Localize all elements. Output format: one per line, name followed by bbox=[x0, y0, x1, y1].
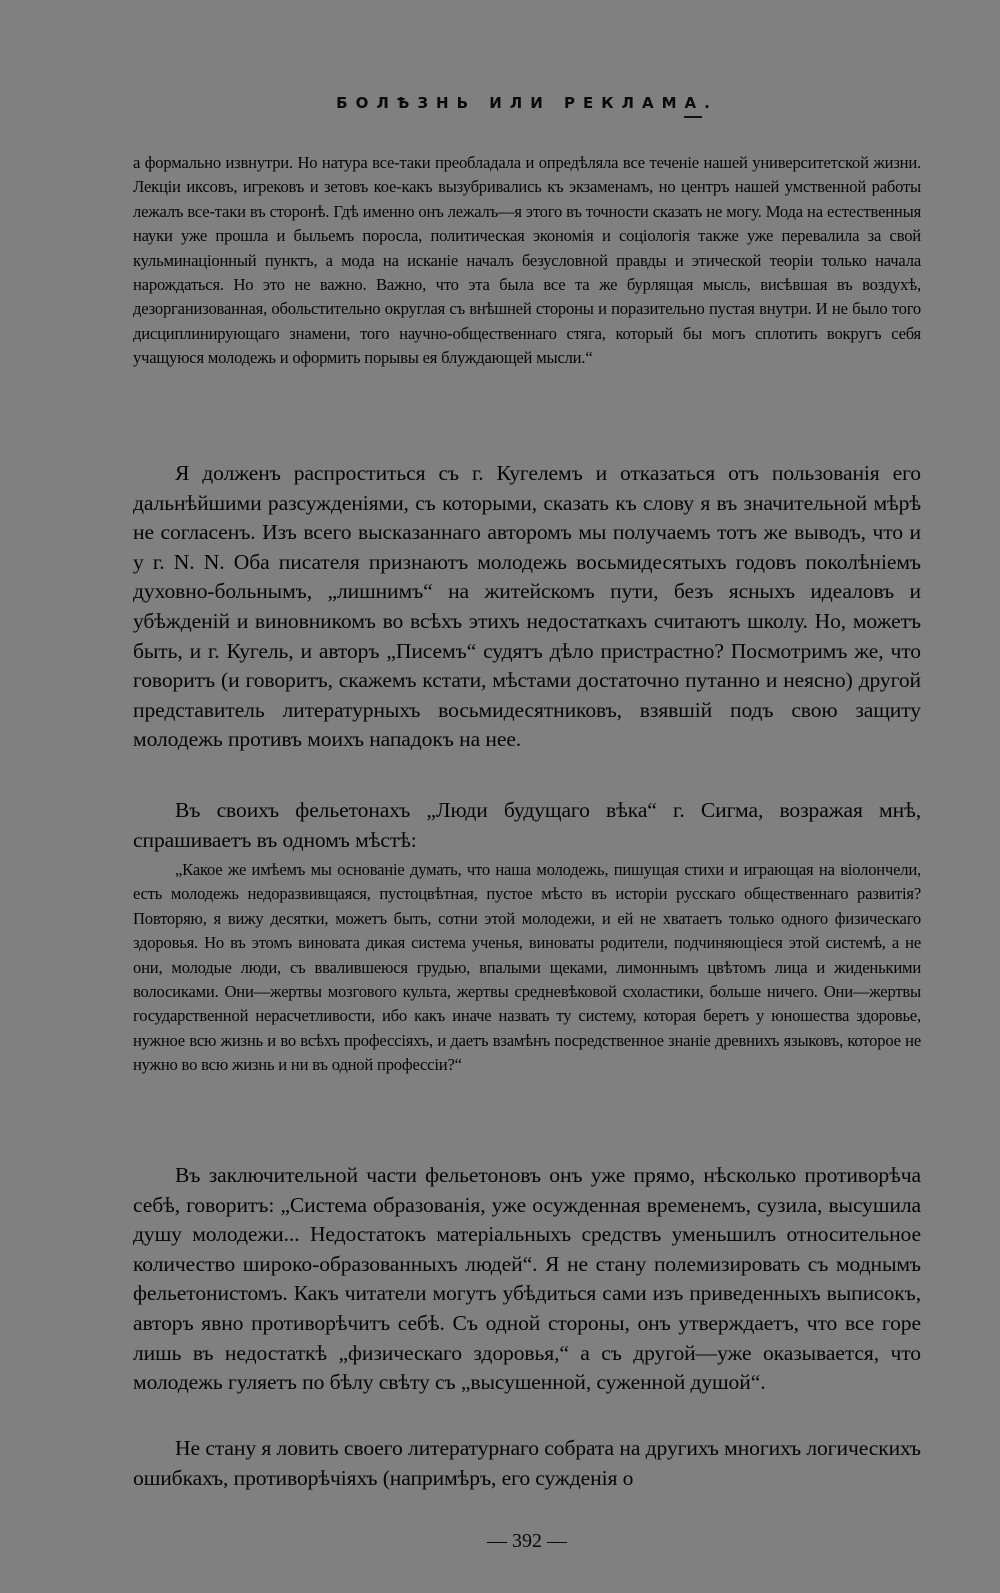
paragraph-main bbox=[133, 459, 921, 794]
paragraph-quote-end bbox=[133, 151, 921, 459]
running-head: БОЛѢЗНЬ ИЛИ РЕКЛАМА. bbox=[336, 94, 718, 112]
paragraph-text: Въ заключительной части фельетоновъ онъ уже прямо, нѣсколько противорѣча себѣ, говоритъ: „Система образованія, уже осужденная временемъ, сузила, высушила душу молодежи... Недостатокъ матеріальныхъ средствъ уменьшилъ относительное количество широко-образованныхъ людей“. Я не стану полемизировать съ моднымъ фельетонистомъ. Какъ читатели могутъ убѣдиться сами изъ приведенныхъ выписокъ, авторъ явно противорѣчитъ себѣ. Съ одной стороны, онъ утверждаетъ, что все горе лишь въ недостаткѣ „физическаго здоровья,“ а съ другой—уже оказывается, что молодежь гуляетъ по бѣлу свѣту съ „высушенной, суженной душой“. bbox=[133, 1163, 921, 1395]
paragraph-text: „Какое же имѣемъ мы основаніе думать, что наша молодежь, пишущая стихи и играющая на віолончели, есть молодежь недоразвивщаяся, пустоцвѣтная, пустое мѣсто въ исторіи русскаго общественнаго развитія? Повторяю, я вижу десятки, можетъ быть, сотни этой молодежи, и ей не хватаетъ только одного физическаго здоровья. Но въ этомъ виновата дикая система ученья, виноваты родители, подчиняющіеся этой системѣ, а не они, молодые люди, съ ввалившеюся грудью, впалыми щеками, лимоннымъ цвѣтомъ лица и жиденькими волосиками. Они—жертвы мозгового культа, жертвы средневѣковой схоластики, больше ничего. Они—жертвы государственной нерасчетливости, ибо какъ иначе назвать ту систему, которая беретъ у юношества здоровье, нужное всю жизнь и во всѣхъ профессіяхъ, и даетъ взамѣнъ посредственное знаніе древнихъ языковъ, которое не нужно во всю жизнь и ни въ одной профессіи?“ bbox=[133, 860, 921, 1075]
paragraph-conclusion bbox=[133, 1161, 921, 1429]
paragraph-block-quote bbox=[133, 858, 921, 1148]
paragraph-text: Я долженъ распроститься съ г. Кугелемъ и отказаться отъ пользованія его дальнѣйшими разсужденіями, съ которыми, сказать къ слову я въ значительной мѣрѣ не согласенъ. Изъ всего высказаннаго авторомъ мы получаемъ тотъ же выводъ, что и у г. N. N. Оба писателя признаютъ молодежь восьмидесятыхъ годовъ поколѣніемъ духовно-больнымъ, „лишнимъ“ на житейскомъ пути, безъ ясныхъ идеаловъ и убѣжденій и виновникомъ во всѣхъ этихъ недостаткахъ считаютъ школу. Но, можетъ быть, и г. Кугель, и авторъ „Писемъ“ судятъ дѣло пристрастно? Посмотримъ же, что говоритъ (и говоритъ, скажемъ кстати, мѣстами достаточно путанно и неясно) другой представитель литературныхъ восьмидесятниковъ, взявшій подъ свою защиту молодежь противъ моихъ нападокъ на нее. bbox=[133, 461, 921, 752]
paragraph-text: а формально извнутри. Но натура все-таки преобладала и опредѣляла все теченіе нашей университетской жизни. Лекціи иксовъ, игрековъ и зетовъ кое-какъ вызубривались къ экзаменамъ, но центръ нашей умственной работы лежалъ все-таки въ сторонѣ. Гдѣ именно онъ лежалъ—я этого въ точности сказать не могу. Мода на естественныя науки уже прошла и быльемъ поросла, политическая экономія и соціологія также уже перевалила за свой кульминаціонный пунктъ, а мода на исканіе началъ безусловной правды и этической теоріи только начала нарождаться. Но это не важно. Важно, что эта была все та же бурлящая мысль, висѣвшая въ воздухѣ, дезорганизованная, обольстительно округлая съ внѣшней стороны и поразительно пустая внутри. И не было того дисциплинирующаго знамени, того научно-общественнаго стяга, который бы могъ сплотить вокругъ себя учащуюся молодежь и оформить порывы ея блуждающей мысли.“ bbox=[133, 153, 921, 368]
paragraph-final bbox=[133, 1434, 921, 1496]
book-page bbox=[133, 0, 921, 1593]
paragraph-text: Не стану я ловить своего литературнаго собрата на другихъ многихъ логическихъ ошибкахъ, противорѣчіяхъ (напримѣръ, его сужденія о bbox=[133, 1436, 921, 1490]
page-number: — 392 — bbox=[487, 1530, 567, 1552]
paragraph-intro bbox=[133, 796, 921, 858]
paragraph-text: Въ своихъ фельетонахъ „Люди будущаго вѣка“ г. Сигма, возражая мнѣ, спрашиваетъ въ одномъ мѣстѣ: bbox=[133, 798, 921, 852]
running-head-mark bbox=[684, 116, 702, 118]
